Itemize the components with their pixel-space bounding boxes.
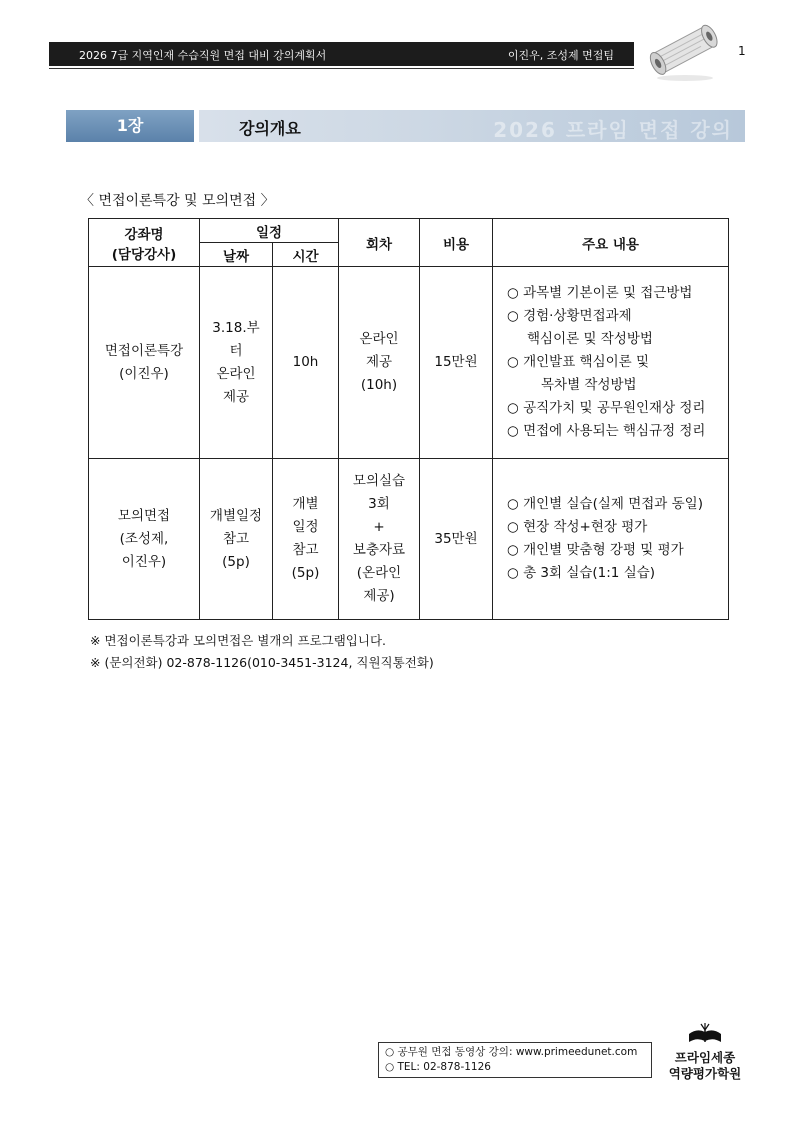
- chapter-title: 강의개요: [239, 119, 301, 138]
- course-name: 모의면접: [117, 507, 171, 524]
- date-line: 참고: [222, 530, 250, 547]
- time-cell: [273, 459, 339, 620]
- time-line: 개별: [292, 496, 319, 512]
- time-line: 참고: [292, 542, 319, 558]
- date-line: 온라인: [216, 365, 256, 382]
- footer-phone: ○ TEL: 02-878-1126: [385, 1061, 491, 1073]
- course-instructor: (조성제,: [119, 530, 169, 547]
- cost-cell: 35만원: [420, 459, 493, 620]
- notes: [90, 630, 434, 674]
- footer-info-box: [378, 1042, 652, 1078]
- content-item: ○ 경험·상황면접과제: [507, 308, 632, 324]
- course-name: 면접이론특강: [104, 342, 184, 359]
- header-course-label: 강좌명: [124, 226, 164, 243]
- header-sessions: 회차: [339, 219, 420, 267]
- date-cell: [200, 267, 273, 459]
- content-item: 목차별 작성방법: [541, 377, 637, 393]
- sessions-cell: [339, 459, 420, 620]
- content-item: ○ 개인별 실습(실제 면접과 동일): [507, 496, 703, 512]
- session-line: 제공): [363, 588, 395, 604]
- content-item: ○ 공직가치 및 공무원인재상 정리: [507, 400, 706, 416]
- content-item: ○ 현장 작성+현장 평가: [507, 519, 648, 535]
- content-item: ○ 개인별 맞춤형 강평 및 평가: [507, 542, 684, 558]
- table-row: [89, 267, 729, 459]
- course-table: [88, 218, 729, 620]
- course-instructor: (이진우): [119, 365, 169, 382]
- content-item: 핵심이론 및 작성방법: [527, 331, 653, 347]
- note-program: ※ 면접이론특강과 모의면접은 별개의 프로그램입니다.: [90, 633, 386, 648]
- content-item: ○ 총 3회 실습(1:1 실습): [507, 565, 656, 581]
- date-line: (5p): [222, 553, 250, 570]
- date-line: 제공: [222, 388, 250, 405]
- header-schedule: 일정: [200, 219, 339, 243]
- date-line: 3.18.부: [212, 319, 260, 336]
- content-cell: [493, 267, 729, 459]
- team-name: 이진우, 조성제 면접팀: [507, 49, 614, 62]
- content-item: ○ 과목별 기본이론 및 접근방법: [507, 285, 693, 301]
- session-line: 보충자료: [352, 542, 406, 558]
- cost-cell: 15만원: [420, 267, 493, 459]
- header-course: [89, 219, 200, 267]
- note-contact: ※ (문의전화) 02-878-1126(010-3451-3124, 직원직통전화): [90, 655, 434, 670]
- open-book-icon: [685, 1022, 725, 1046]
- time-line: 10h: [292, 354, 319, 370]
- header-date: 날짜: [200, 243, 273, 267]
- session-line: 제공: [365, 354, 393, 370]
- chapter-watermark-text: 2026 프라임 면접 강의: [493, 118, 733, 142]
- session-line: (10h): [360, 377, 398, 393]
- time-cell: [273, 267, 339, 459]
- session-line: (온라인: [356, 565, 402, 581]
- header-content: 주요 내용: [493, 219, 729, 267]
- section-heading: 〈 면접이론특강 및 모의면접 〉: [80, 193, 275, 209]
- session-line: 온라인: [359, 331, 399, 347]
- course-cell: [89, 459, 200, 620]
- sessions-cell: [339, 267, 420, 459]
- session-line: 3회: [368, 496, 390, 512]
- header-cost: 비용: [420, 219, 493, 267]
- header-bar: [49, 42, 634, 66]
- header-divider: [49, 68, 634, 69]
- content-cell: [493, 459, 729, 620]
- date-line: 터: [229, 342, 243, 359]
- document-title: 2026 7급 지역인재 수습직원 면접 대비 강의계획서: [79, 49, 327, 62]
- chapter-number-badge: 1장: [66, 110, 194, 142]
- session-line: +: [373, 519, 385, 535]
- academy-logo: [660, 1022, 750, 1086]
- header-instructor-label: (담당강사): [111, 246, 177, 263]
- table-row: [89, 459, 729, 620]
- paper-scroll-icon: [640, 12, 730, 84]
- logo-name-line1: 프라임세종: [674, 1050, 736, 1065]
- logo-name-line2: 역량평가학원: [668, 1066, 742, 1081]
- footer-website: ○ 공무원 면접 동영상 강의: www.primeedunet.com: [385, 1046, 638, 1058]
- session-line: 모의실습: [352, 473, 406, 489]
- header-time: 시간: [273, 243, 339, 267]
- content-item: ○ 면접에 사용되는 핵심규정 정리: [507, 423, 706, 439]
- time-line: (5p): [291, 565, 320, 581]
- content-item: ○ 개인발표 핵심이론 및: [507, 354, 650, 370]
- page-number: 1: [738, 44, 746, 58]
- date-cell: [200, 459, 273, 620]
- date-line: 개별일정: [209, 507, 263, 524]
- time-line: 일정: [292, 519, 319, 535]
- course-cell: [89, 267, 200, 459]
- chapter-title-bar: [199, 110, 745, 142]
- course-instructor: 이진우): [121, 553, 167, 570]
